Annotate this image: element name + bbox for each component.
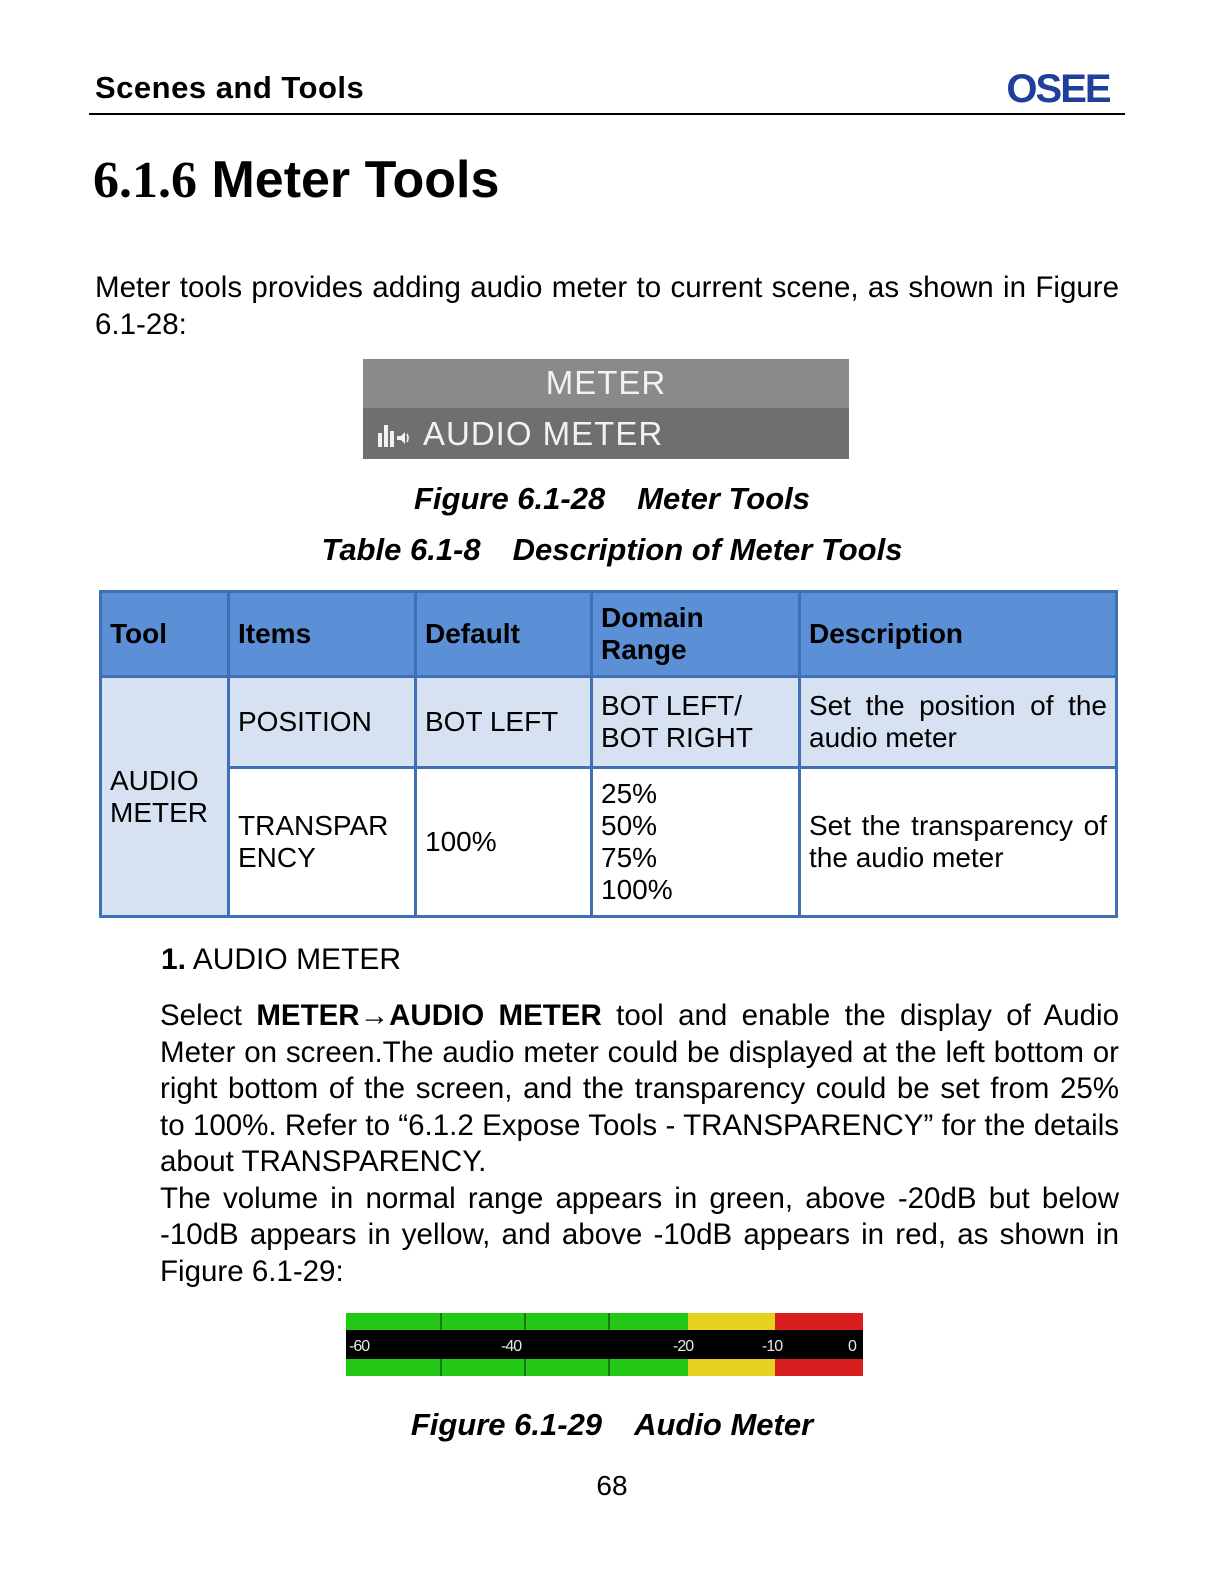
meter-green-bottom [346, 1359, 688, 1376]
meter-red-top [775, 1313, 863, 1330]
meter-green-top [346, 1313, 688, 1330]
header-description: Description [800, 592, 1117, 677]
running-header-title: Scenes and Tools [95, 70, 365, 105]
section-heading [93, 150, 499, 210]
body-text [160, 998, 1119, 1290]
audio-meter-menu-item[interactable] [363, 408, 849, 459]
cell-range: 25% 50% 75% 100% [592, 768, 800, 917]
meter-label: -60 [349, 1338, 370, 1355]
meter-label: -10 [762, 1338, 783, 1355]
meter-menu-title: METER [545, 364, 667, 401]
audio-meter-figure [346, 1313, 863, 1376]
header-default: Default [416, 592, 592, 677]
cell-item: POSITION [229, 677, 416, 768]
figure-caption-2: Figure 6.1-29 Audio Meter [410, 1407, 814, 1442]
figure-caption-1: Figure 6.1-28 Meter Tools [413, 481, 811, 516]
cell-tool: AUDIO METER [101, 677, 229, 917]
body-paragraph-2: The volume in normal range appears in green, above -20dB but below -10dB appears in yellow, and above -10dB appears in red, as shown in Figure 6.1-29: [160, 1181, 1119, 1288]
header-tool: Tool [101, 592, 229, 677]
meter-label: -40 [501, 1338, 522, 1355]
section-title: Meter Tools [211, 151, 500, 209]
table-caption: Table 6.1-8 Description of Meter Tools [321, 532, 903, 567]
osee-logo [994, 69, 1122, 107]
meter-yellow-bottom [688, 1359, 775, 1376]
cell-default: 100% [416, 768, 592, 917]
cell-range: BOT LEFT/ BOT RIGHT [592, 677, 800, 768]
table-row [101, 677, 1117, 768]
meter-yellow-top [688, 1313, 775, 1330]
audio-meter-menu-label: AUDIO METER [423, 415, 664, 452]
meter-tools-table [99, 590, 1118, 918]
cell-item: TRANSPAR ENCY [229, 768, 416, 917]
cell-description: Set the transparency of the audio meter [800, 768, 1117, 917]
audio-meter-icon [378, 421, 412, 447]
logo-text: OSEE [1006, 69, 1110, 107]
cell-default: BOT LEFT [416, 677, 592, 768]
header-rule [89, 113, 1125, 115]
meter-label: -20 [673, 1338, 694, 1355]
table-row [101, 768, 1117, 917]
subsection-heading: 1. AUDIO METER [161, 943, 402, 976]
section-number: 6.1.6 [93, 152, 197, 209]
meter-menu [363, 359, 849, 459]
body-paragraph-1: Select METER→AUDIO METER tool and enable the display of Audio Meter on screen.The audio meter could be displayed at the left bottom or right bottom of the screen, and the transparency could be set from 25% to 100%. Refer to “6.1.2 Expose Tools - TRANSPARENCY” for the details about TRANSPARENCY. [160, 999, 1119, 1178]
intro-paragraph: Meter tools provides adding audio meter to current scene, as shown in Figure 6.1-28: [95, 271, 1119, 341]
header-domain-range: Domain Range [592, 592, 800, 677]
page-number: 68 [596, 1470, 628, 1501]
meter-red-bottom [775, 1359, 863, 1376]
header-items: Items [229, 592, 416, 677]
cell-description: Set the position of the audio meter [800, 677, 1117, 768]
meter-label: 0 [848, 1338, 856, 1355]
meter-track [346, 1330, 863, 1359]
table-header-row [101, 592, 1117, 677]
